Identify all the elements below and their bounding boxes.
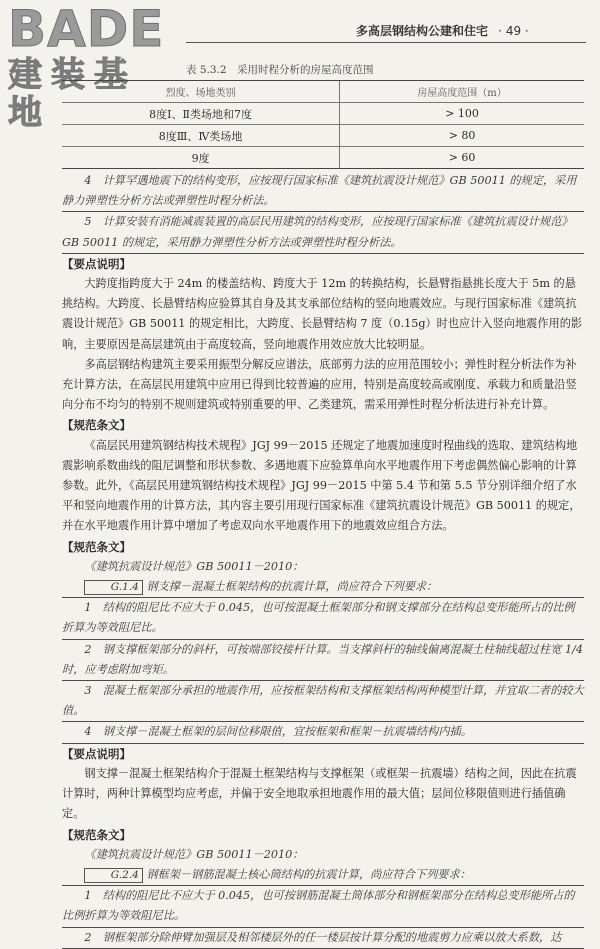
- running-head: [356, 22, 586, 39]
- paragraph: 大跨度指跨度大于 24m 的楼盖结构、跨度大于 12m 的转换结构，长悬臂指悬挑长度大于 5m 的悬挑结构。大跨度、长悬臂结构应验算其自身及其支承部位结构的竖向地震效应。与现行国家标准《建筑抗震设计规范》GB 50011 的规定相比，大跨度、长悬臂结构 7 度（0.15g）时也应计入竖向地震作用的影响，主要原因是高层建筑由于高度较高，竖向地震作用效应放大比较明显。: [62, 277, 583, 351]
- table-cell: 8度Ⅲ、Ⅳ类场地: [62, 125, 340, 147]
- clause-heading: [62, 577, 584, 598]
- clause-item: 1 结构的阻尼比不应大于 0.045，也可按混凝土框架部分和钢支撑部分在结构总变形能所占的比例折算为等效阻尼比。: [62, 598, 584, 639]
- running-head-title: 多高层钢结构公建和住宅: [356, 24, 489, 38]
- clause-text: 钢支撑－混凝土框架结构的抗震计算，尚应符合下列要求：: [146, 580, 438, 594]
- clause-item: 4 钢支撑－混凝土框架的层间位移限值，宜按框架和框架－抗震墙结构内插。: [62, 722, 584, 743]
- clause-number: G.2.4: [84, 868, 142, 883]
- table-header-row: [62, 81, 584, 103]
- clause-item: 2 钢框架部分除伸臂加强层及相邻楼层外的任一楼层按计算分配的地震剪力应乘以放大系数，达: [62, 928, 584, 949]
- clause-item-4: 4 计算罕遇地震下的结构变形，应按现行国家标准《建筑抗震设计规范》GB 50011 的规定，采用静力弹塑性分析方法或弹塑性时程分析法。: [62, 171, 584, 212]
- section-heading: 【规范条文】: [62, 827, 131, 842]
- clause-item-5: 5 计算安装有消能减震装置的高层民用建筑的结构变形，应按现行国家标准《建筑抗震设计规范》GB 50011 的规定，采用静力弹塑性分析方法或弹塑性时程分析法。: [62, 212, 584, 253]
- height-range-table: [62, 80, 584, 169]
- section-heading: 【要点说明】: [62, 746, 131, 761]
- table-cell: > 100: [340, 103, 584, 125]
- clause-item: 2 钢支撑框架部分的斜杆，可按端部铰接杆计算。当支撑斜杆的轴线偏离混凝土柱轴线超过柱宽 1/4 时，应考虑附加弯矩。: [62, 640, 584, 681]
- paragraph: 《高层民用建筑钢结构技术规程》JGJ 99－2015 还规定了地震加速度时程曲线的选取、建筑结构地震影响系数曲线的阻尼调整和形状参数、多遇地震下应验算单向水平地震作用下考虑偶然偏心影响的计算参数。此外，《高层民用建筑钢结构技术规程》JGJ 99－2015 中第 5.4 节和第 5.5 节分别详细介绍了水平和竖向地震作用的计算方法，其内容主要引用现行国家标准《建筑抗震设计规范》GB 50011 的规定，并在水平地震作用计算中增加了考虑双向水平地震作用下的地震效应组合方法。: [62, 438, 581, 533]
- logo-subtitle: 建装基地: [8, 55, 137, 133]
- clause-item: 1 结构的阻尼比不应大于 0.045，也可按钢筋混凝土筒体部分和钢框架部分在结构总变形能所占的比例折算为等效阻尼比。: [62, 886, 584, 927]
- source-citation: 《建筑抗震设计规范》GB 50011－2010：: [84, 847, 304, 861]
- header-rule: [186, 42, 586, 43]
- table-row: [62, 125, 584, 147]
- clause-item: 3 混凝土框架部分承担的地震作用，应按框架结构和支撑框架结构两种模型计算，并宜取二者的较大值。: [62, 681, 584, 722]
- table-header-cell: 烈度、场地类别: [62, 81, 340, 103]
- table-cell: > 60: [340, 147, 584, 169]
- section-heading: 【规范条文】: [62, 539, 131, 554]
- source-citation: 《建筑抗震设计规范》GB 50011－2010：: [84, 559, 304, 573]
- table-row: [62, 103, 584, 125]
- table-cell: > 80: [340, 125, 584, 147]
- paragraph: 钢支撑－混凝土框架结构介于混凝土框架结构与支撑框架（或框架－抗震墙）结构之间，因此在抗震计算时，两种计算模型均应考虑，并偏于安全地取承担地震作用的最大值；层间位移限值则进行插值确定。: [62, 766, 577, 821]
- section-heading: 【规范条文】: [62, 418, 131, 433]
- table-cell: 9度: [62, 147, 340, 169]
- paragraph: 多高层钢结构建筑主要采用振型分解反应谱法，底部剪力法的应用范围较小；弹性时程分析法作为补充计算方法，在高层民用建筑中应用已得到比较普遍的应用，特别是高度较高或刚度、承载力和质量沿竖向分布不均匀的特别不规则建筑或特别重要的甲、乙类建筑，需采用弹性时程分析法进行补充计算。: [62, 357, 577, 412]
- table-caption: 表 5.3.2 采用时程分析的房屋高度范围: [186, 64, 374, 76]
- clause-heading: [62, 865, 584, 886]
- body-text: [62, 171, 584, 949]
- table-cell: 8度Ⅰ、Ⅱ类场地和7度: [62, 103, 340, 125]
- section-heading: 【要点说明】: [62, 256, 131, 271]
- table-row: [62, 147, 584, 169]
- clause-number: G.1.4: [84, 580, 142, 595]
- clause-text: 钢框架－钢筋混凝土核心筒结构的抗震计算，尚应符合下列要求：: [146, 867, 471, 881]
- logo-word: BADE: [8, 0, 165, 58]
- table-header-cell: 房屋高度范围（m）: [340, 81, 584, 103]
- page-number: · 49 ·: [498, 24, 529, 38]
